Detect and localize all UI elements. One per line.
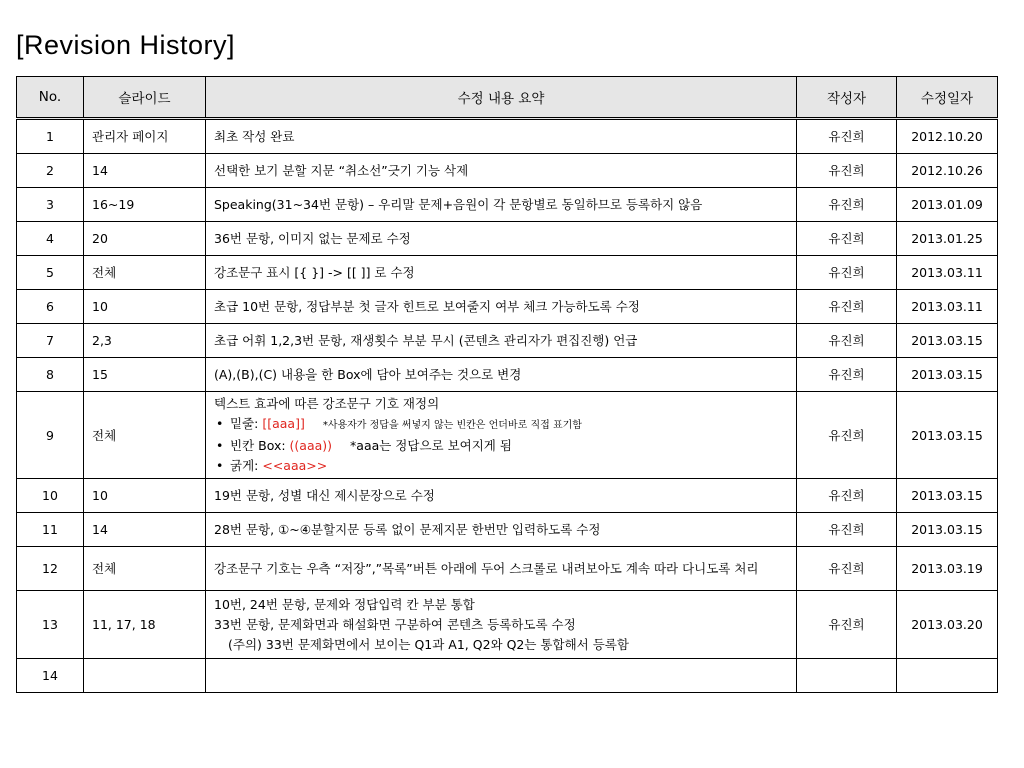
table-row (17, 188, 998, 222)
row-slide: 관리자 페이지 (84, 119, 206, 154)
header-no: No. (17, 77, 84, 119)
row-no: 7 (17, 324, 84, 358)
row-author: 유진희 (797, 119, 897, 154)
symbol-list (214, 414, 788, 476)
row-no: 8 (17, 358, 84, 392)
row-date (897, 659, 998, 693)
row-no: 1 (17, 119, 84, 154)
row-summary: 최초 작성 완료 (206, 119, 797, 154)
row-date: 2013.01.25 (897, 222, 998, 256)
row-summary: 강조문구 표시 [{ }] -> [[ ]] 로 수정 (206, 256, 797, 290)
row-slide: 16~19 (84, 188, 206, 222)
row-no: 4 (17, 222, 84, 256)
row-date: 2013.03.15 (897, 479, 998, 513)
bullet-code: ((aaa)) (289, 438, 333, 453)
table-row (17, 154, 998, 188)
row-slide (84, 659, 206, 693)
table-row (17, 479, 998, 513)
row-author (797, 659, 897, 693)
table-row (17, 513, 998, 547)
summary-intro: 텍스트 효과에 따른 강조문구 기호 재정의 (214, 396, 440, 411)
row-summary: Speaking(31~34번 문항) – 우리말 문제+음원이 각 문항별로 동일하므로 등록하지 않음 (206, 188, 797, 222)
row-author: 유진희 (797, 479, 897, 513)
row-author: 유진희 (797, 188, 897, 222)
row-slide: 전체 (84, 392, 206, 479)
row-no: 9 (17, 392, 84, 479)
row-date: 2013.03.15 (897, 392, 998, 479)
row-no: 2 (17, 154, 84, 188)
row-summary (206, 591, 797, 659)
row-no: 3 (17, 188, 84, 222)
row-date: 2013.03.11 (897, 256, 998, 290)
row-date: 2013.03.15 (897, 358, 998, 392)
row-author: 유진희 (797, 392, 897, 479)
row-slide: 20 (84, 222, 206, 256)
row-author: 유진희 (797, 256, 897, 290)
row-date: 2012.10.26 (897, 154, 998, 188)
row-summary: 초급 어휘 1,2,3번 문항, 재생횟수 부분 무시 (콘텐츠 관리자가 편집진행) 언급 (206, 324, 797, 358)
bullet-note: *사용자가 정답을 써넣지 않는 빈칸은 언더바로 직접 표기함 (322, 420, 582, 431)
row-slide: 11, 17, 18 (84, 591, 206, 659)
row-author: 유진희 (797, 222, 897, 256)
row-no: 11 (17, 513, 84, 547)
bullet-code: <<aaa>> (262, 458, 328, 473)
row-no: 6 (17, 290, 84, 324)
row-slide: 10 (84, 290, 206, 324)
row-summary: 36번 문항, 이미지 없는 문제로 수정 (206, 222, 797, 256)
row-no: 14 (17, 659, 84, 693)
header-author: 작성자 (797, 77, 897, 119)
row-slide: 2,3 (84, 324, 206, 358)
table-row (17, 358, 998, 392)
row-author: 유진희 (797, 324, 897, 358)
page-title: [Revision History] (16, 30, 236, 60)
row-no: 12 (17, 547, 84, 591)
row-no: 13 (17, 591, 84, 659)
row-date: 2013.03.11 (897, 290, 998, 324)
row-slide: 14 (84, 154, 206, 188)
row-author: 유진희 (797, 290, 897, 324)
header-summary: 수정 내용 요약 (206, 77, 797, 119)
summary-line: 33번 문항, 문제화면과 해설화면 구분하여 콘텐츠 등록하도록 수정 (214, 616, 576, 632)
row-date: 2013.03.19 (897, 547, 998, 591)
row-author: 유진희 (797, 513, 897, 547)
table-row (17, 659, 998, 693)
row-summary: 초급 10번 문항, 정답부분 첫 글자 힌트로 보여줄지 여부 체크 가능하도록 수정 (206, 290, 797, 324)
row-author: 유진희 (797, 154, 897, 188)
bullet-note: *aaa는 정답으로 보여지게 됨 (350, 438, 512, 453)
header-date: 수정일자 (897, 77, 998, 119)
table-row (17, 392, 998, 479)
row-date: 2013.03.20 (897, 591, 998, 659)
summary-line: 10번, 24번 문항, 문제와 정답입력 칸 부분 통합 (214, 596, 475, 612)
row-slide: 15 (84, 358, 206, 392)
list-item (214, 456, 788, 476)
row-slide: 14 (84, 513, 206, 547)
row-summary: 28번 문항, ①~④분할지문 등록 없이 문제지문 한번만 입력하도록 수정 (206, 513, 797, 547)
row-slide: 전체 (84, 256, 206, 290)
table-row (17, 119, 998, 154)
row-no: 5 (17, 256, 84, 290)
row-summary: 강조문구 기호는 우측 “저장”,”목록”버튼 아래에 두어 스크롤로 내려보아도 계속 따라 다니도록 처리 (206, 547, 797, 591)
bullet-label: 빈칸 Box: (230, 438, 290, 453)
list-item (214, 414, 788, 436)
table-header-row (17, 77, 998, 119)
row-date: 2013.03.15 (897, 513, 998, 547)
row-slide: 10 (84, 479, 206, 513)
table-row (17, 591, 998, 659)
row-date: 2012.10.20 (897, 119, 998, 154)
row-no: 10 (17, 479, 84, 513)
table-row (17, 324, 998, 358)
header-slide: 슬라이드 (84, 77, 206, 119)
list-item (214, 436, 788, 456)
row-author: 유진희 (797, 591, 897, 659)
row-summary: (A),(B),(C) 내용을 한 Box에 담아 보여주는 것으로 변경 (206, 358, 797, 392)
row-summary (206, 392, 797, 479)
row-date: 2013.03.15 (897, 324, 998, 358)
row-summary (206, 659, 797, 693)
bullet-code: [[aaa]] (262, 416, 305, 431)
table-row (17, 290, 998, 324)
row-slide: 전체 (84, 547, 206, 591)
row-summary: 선택한 보기 분할 지문 “취소선”긋기 기능 삭제 (206, 154, 797, 188)
row-author: 유진희 (797, 358, 897, 392)
table-row (17, 256, 998, 290)
bullet-label: 굵게: (230, 458, 263, 473)
bullet-label: 밑줄: (230, 416, 263, 431)
revision-history-table (16, 76, 998, 693)
row-author: 유진희 (797, 547, 897, 591)
table-row (17, 547, 998, 591)
table-row (17, 222, 998, 256)
row-summary: 19번 문항, 성별 대신 제시문장으로 수정 (206, 479, 797, 513)
summary-line: (주의) 33번 문제화면에서 보이는 Q1과 A1, Q2와 Q2는 통합해서 등록함 (228, 636, 629, 652)
row-date: 2013.01.09 (897, 188, 998, 222)
